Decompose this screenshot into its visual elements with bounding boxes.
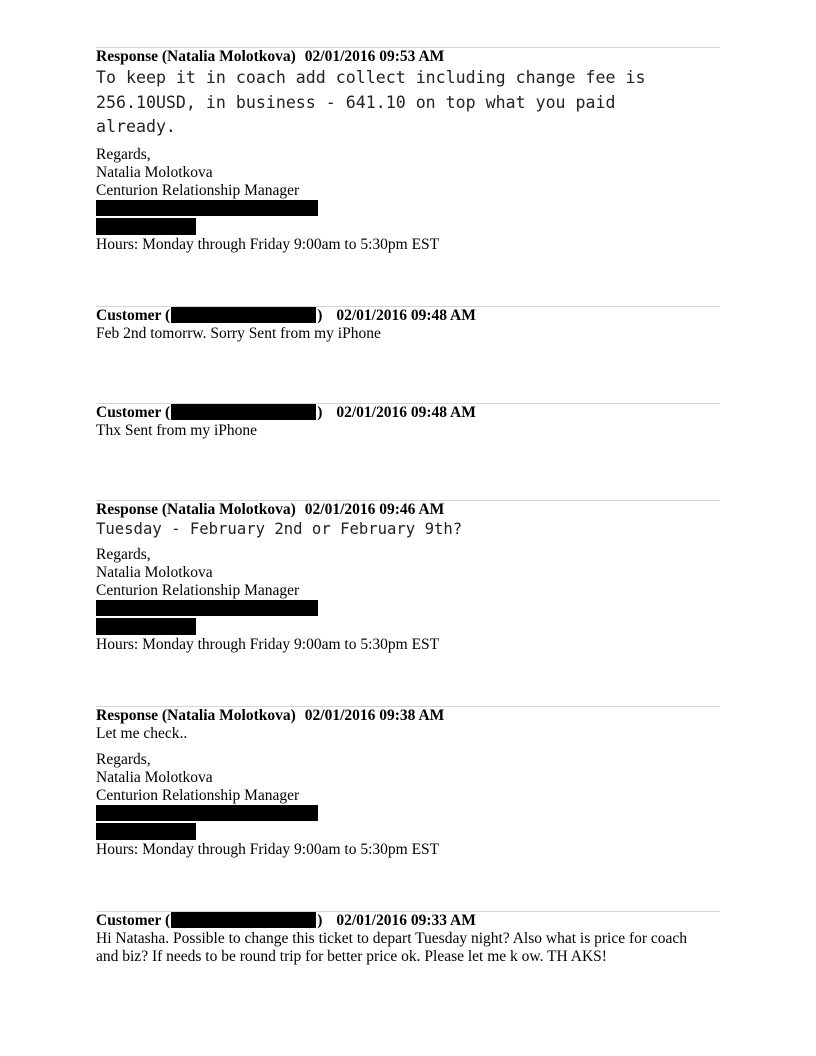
message-header — [96, 307, 476, 325]
message-body-line: already. — [96, 117, 176, 136]
message-body: Let me check.. — [96, 725, 188, 742]
message-body-line: and biz? If needs to be round trip for better price ok. Please let me k ow. TH AKS! — [96, 948, 607, 965]
sender-label-close: ) — [317, 912, 323, 929]
signature-title: Centurion Relationship Manager — [96, 582, 300, 599]
redaction-block — [171, 307, 316, 323]
redaction-block — [96, 600, 318, 616]
redaction-block — [96, 823, 196, 840]
message-timestamp: 02/01/2016 09:48 AM — [336, 404, 476, 421]
message-header — [96, 48, 444, 66]
signature-title: Centurion Relationship Manager — [96, 182, 300, 199]
message-body — [96, 66, 645, 140]
sender-label-close: ) — [317, 307, 323, 324]
signature-name: Natalia Molotkova — [96, 769, 213, 786]
message-header — [96, 912, 476, 930]
message-body-line: Hi Natasha. Possible to change this ticket to depart Tuesday night? Also what is price for coach — [96, 930, 688, 947]
message-body — [96, 930, 687, 966]
redaction-block — [96, 218, 196, 235]
signature-hours: Hours: Monday through Friday 9:00am to 5:30pm EST — [96, 236, 440, 253]
sender-label: Customer ( — [96, 404, 171, 421]
redaction-block — [171, 404, 316, 420]
signature-regards: Regards, — [96, 146, 151, 163]
signature-hours: Hours: Monday through Friday 9:00am to 5:30pm EST — [96, 841, 440, 858]
sender-label-close: ) — [317, 404, 323, 421]
sender-label: Customer ( — [96, 307, 171, 324]
message-timestamp: 02/01/2016 09:46 AM — [304, 501, 445, 518]
message-body: Tuesday - February 2nd or February 9th? — [96, 520, 463, 538]
redaction-block — [96, 805, 318, 821]
message-body: Thx Sent from my iPhone — [96, 422, 258, 439]
signature-name: Natalia Molotkova — [96, 164, 213, 181]
message-timestamp: 02/01/2016 09:53 AM — [304, 48, 445, 65]
message-header — [96, 707, 444, 725]
signature-name: Natalia Molotkova — [96, 564, 213, 581]
redaction-block — [96, 200, 318, 216]
signature-hours: Hours: Monday through Friday 9:00am to 5:30pm EST — [96, 636, 440, 653]
signature-block — [96, 146, 299, 200]
redaction-block — [171, 912, 316, 928]
signature-regards: Regards, — [96, 546, 151, 563]
signature-title: Centurion Relationship Manager — [96, 787, 300, 804]
sender-label: Response (Natalia Molotkova) — [96, 501, 296, 518]
message-body-line: 256.10USD, in business - 641.10 on top what you paid — [96, 92, 616, 112]
message-timestamp: 02/01/2016 09:33 AM — [336, 912, 476, 929]
sender-label: Customer ( — [96, 912, 171, 929]
message-body: Feb 2nd tomorrw. Sorry Sent from my iPhone — [96, 325, 381, 342]
signature-block — [96, 751, 299, 805]
sender-label: Response (Natalia Molotkova) — [96, 707, 296, 724]
message-timestamp: 02/01/2016 09:48 AM — [336, 307, 476, 324]
message-timestamp: 02/01/2016 09:38 AM — [304, 707, 445, 724]
sender-label: Response (Natalia Molotkova) — [96, 48, 296, 65]
signature-regards: Regards, — [96, 751, 151, 768]
message-header — [96, 404, 476, 422]
redaction-block — [96, 618, 196, 635]
signature-block — [96, 546, 299, 600]
message-body-line: To keep it in coach add collect including change fee is — [96, 68, 646, 87]
